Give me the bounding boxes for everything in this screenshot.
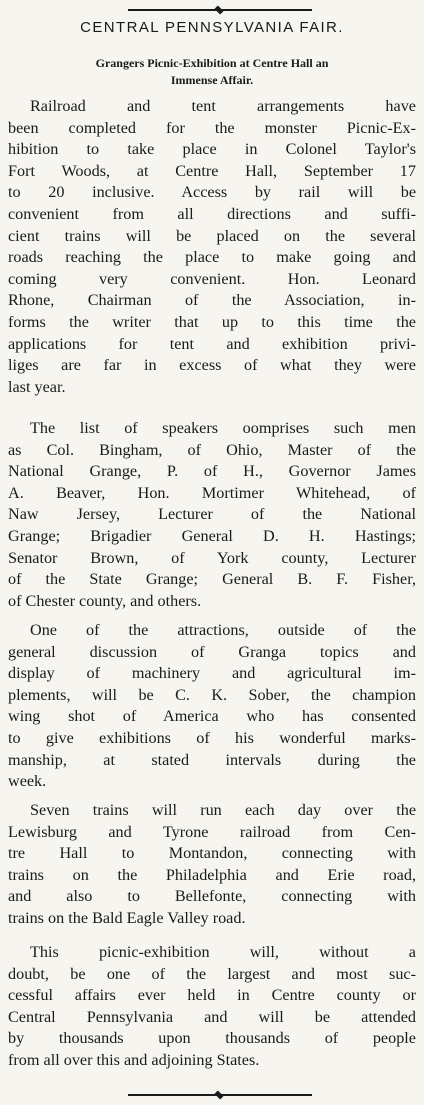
text-line: Fort Woods, at Centre Hall, September 17 [8, 161, 416, 180]
text-line: plements, will be C. K. Sober, the champion [8, 685, 416, 704]
text-line: The list of speakers oomprises such men [30, 419, 416, 437]
text-line: as Col. Bingham, of Ohio, Master of the [8, 440, 416, 459]
text-line: trains on the Philadelphia and Erie road, [8, 865, 416, 884]
text-line: forms the writer that up to this time the [8, 312, 416, 331]
text-line: from all over this and adjoining States. [8, 1050, 260, 1069]
text-line: tre Hall to Montandon, connecting with [8, 844, 416, 863]
text-line: cient trains will be placed on the several [8, 226, 416, 245]
bottom-ornament-rule [128, 1094, 312, 1096]
text-line: doubt, be one of the largest and most suc- [8, 964, 416, 983]
paragraph-conclusion [8, 942, 416, 1072]
top-ornament-rule [128, 9, 312, 11]
text-line: cessful affairs ever held in Centre county or [8, 986, 416, 1005]
text-line: of Chester county, and others. [8, 591, 202, 610]
text-line: Rhone, Chairman of the Association, in- [8, 291, 416, 310]
subheadline-line: Immense Affair. [170, 73, 254, 87]
text-line: to give exhibitions of his wonderful marks- [8, 728, 416, 747]
text-line: liges are far in excess of what they were [8, 356, 416, 375]
subheadline-line: Grangers Picnic-Exhibition at Centre Hall an [95, 56, 329, 70]
text-line: Naw Jersey, Lecturer of the National [8, 505, 416, 524]
text-line: wing shot of America who has consented [8, 707, 416, 726]
text-line: convenient from all directions and suffi- [8, 204, 416, 223]
paragraph-attractions [8, 620, 416, 793]
text-line: week. [8, 772, 47, 791]
text-line: of the State Grange; General B. F. Fisher, [8, 570, 416, 589]
text-line: coming very convenient. Hon. Leonard [8, 269, 416, 288]
text-line: roads reaching the place to make going and [8, 248, 416, 267]
text-line: last year. [8, 377, 66, 396]
subheadline [8, 55, 416, 89]
paragraph-rail-arrangements [8, 96, 416, 398]
text-line: Lewisburg and Tyrone railroad from Cen- [8, 822, 416, 841]
paragraph-speakers [8, 418, 416, 612]
text-line: been completed for the monster Picnic-Ex- [8, 118, 416, 137]
text-line: applications for tent and exhibition privi- [8, 334, 416, 353]
text-line: A. Beaver, Hon. Mortimer Whitehead, of [8, 483, 416, 502]
text-line: and also to Bellefonte, connecting with [8, 887, 416, 906]
text-line: Grange; Brigadier General D. H. Hastings; [8, 526, 416, 545]
headline: CENTRAL PENNSYLVANIA FAIR. [80, 19, 344, 36]
text-line: Central Pennsylvania and will be attended [8, 1007, 416, 1026]
text-line: by thousands upon thousands of people [8, 1029, 416, 1048]
text-line: Seven trains will run each day over the [30, 801, 416, 819]
text-line: trains on the Bald Eagle Valley road. [8, 908, 246, 927]
text-line: hibition to take place in Colonel Taylor's [8, 140, 416, 159]
text-line: National Grange, P. of H., Governor James [8, 462, 416, 481]
newspaper-column [8, 0, 416, 1105]
text-line: Senator Brown, of York county, Lecturer [8, 548, 416, 567]
text-line: One of the attractions, outside of the [30, 621, 416, 639]
text-line: general discussion of Granga topics and [8, 642, 416, 661]
text-line: This picnic-exhibition will, without a [30, 943, 416, 961]
text-line: to 20 inclusive. Access by rail will be [8, 183, 416, 202]
text-line: display of machinery and agricultural im- [8, 664, 416, 683]
paragraph-trains [8, 800, 416, 930]
text-line: manship, at stated intervals during the [8, 750, 416, 769]
text-line: Railroad and tent arrangements have [30, 97, 416, 115]
